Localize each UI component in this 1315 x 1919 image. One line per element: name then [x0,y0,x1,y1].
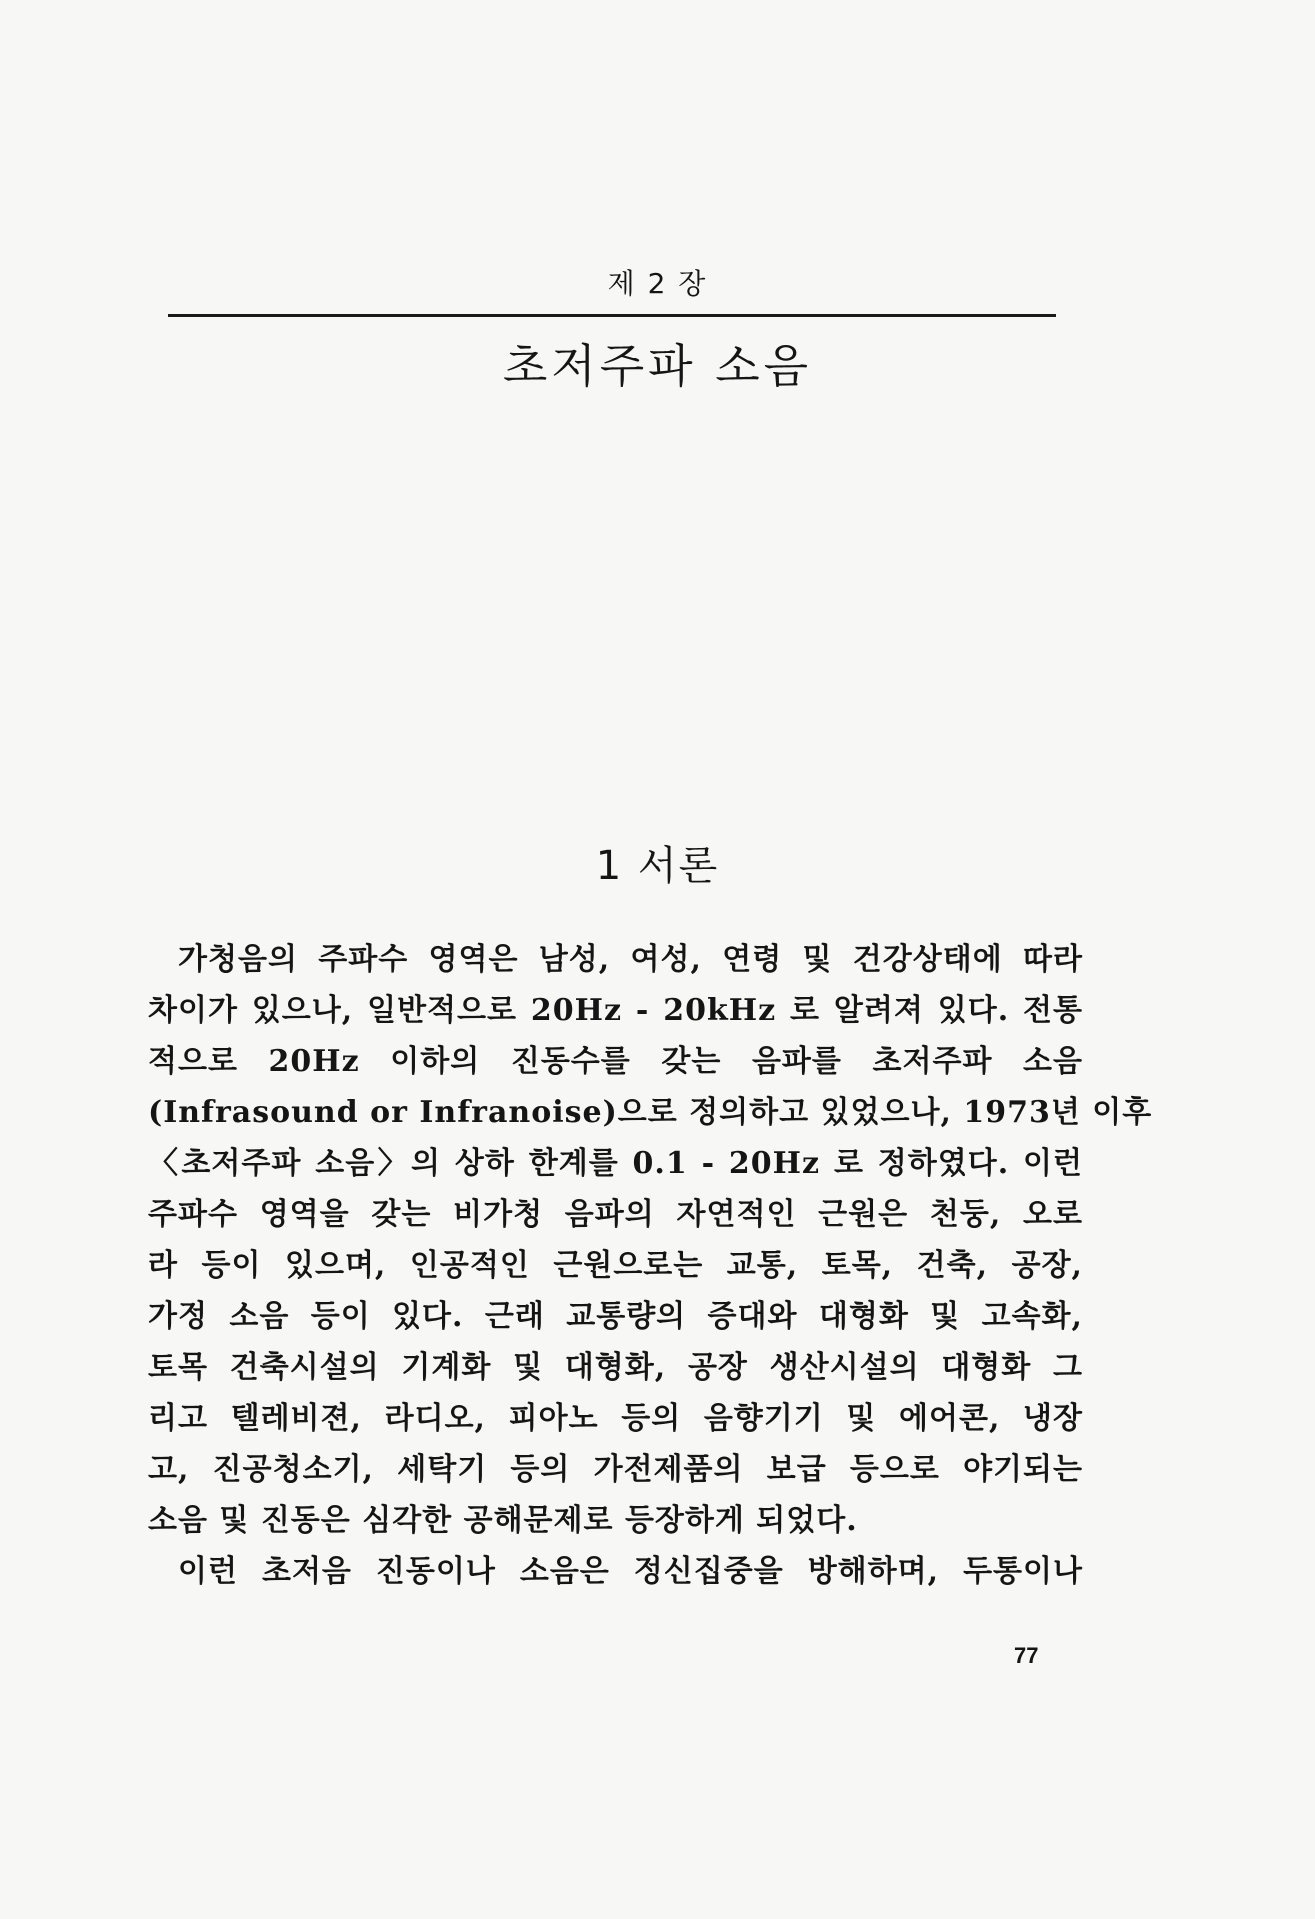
text-line: (Infrasound or Infranoise)으로 정의하고 있었으나, 1973년 이후 [148,1095,1153,1130]
chapter-rule [168,314,1056,317]
text-line: 라 등이 있으며, 인공적인 근원으로는 교통, 토목, 건축, 공장, [148,1248,1083,1283]
chapter-title: 초저주파 소음 [502,339,813,393]
text-line: 토목 건축시설의 기계화 및 대형화, 공장 생산시설의 대형화 그 [148,1350,1083,1385]
text-line: 적으로 20Hz 이하의 진동수를 갖는 음파를 초저주파 소음 [148,1044,1083,1079]
body-paragraphs [148,934,1153,1597]
chapter-label: 제 2 장 [607,267,708,300]
section-heading: 1 서론 [595,843,720,889]
text-line: 차이가 있으나, 일반적으로 20Hz - 20kHz 로 알려져 있다. 전통 [148,993,1083,1028]
text-line: 가청음의 주파수 영역은 남성, 여성, 연령 및 건강상태에 따라 [178,942,1083,977]
page-number: 77 [1014,1643,1039,1668]
text-line: 〈초저주파 소음〉의 상하 한계를 0.1 - 20Hz 로 정하였다. 이런 [148,1146,1083,1181]
text-line: 주파수 영역을 갖는 비가청 음파의 자연적인 근원은 천둥, 오로 [148,1197,1083,1232]
text-line: 리고 텔레비젼, 라디오, 피아노 등의 음향기기 및 에어콘, 냉장 [148,1401,1083,1436]
text-line: 소음 및 진동은 심각한 공해문제로 등장하게 되었다. [148,1503,858,1538]
text-line: 이런 초저음 진동이나 소음은 정신집중을 방해하며, 두통이나 [178,1554,1083,1589]
text-line: 가정 소음 등이 있다. 근래 교통량의 증대와 대형화 및 고속화, [148,1299,1083,1334]
text-line: 고, 진공청소기, 세탁기 등의 가전제품의 보급 등으로 야기되는 [148,1452,1083,1487]
